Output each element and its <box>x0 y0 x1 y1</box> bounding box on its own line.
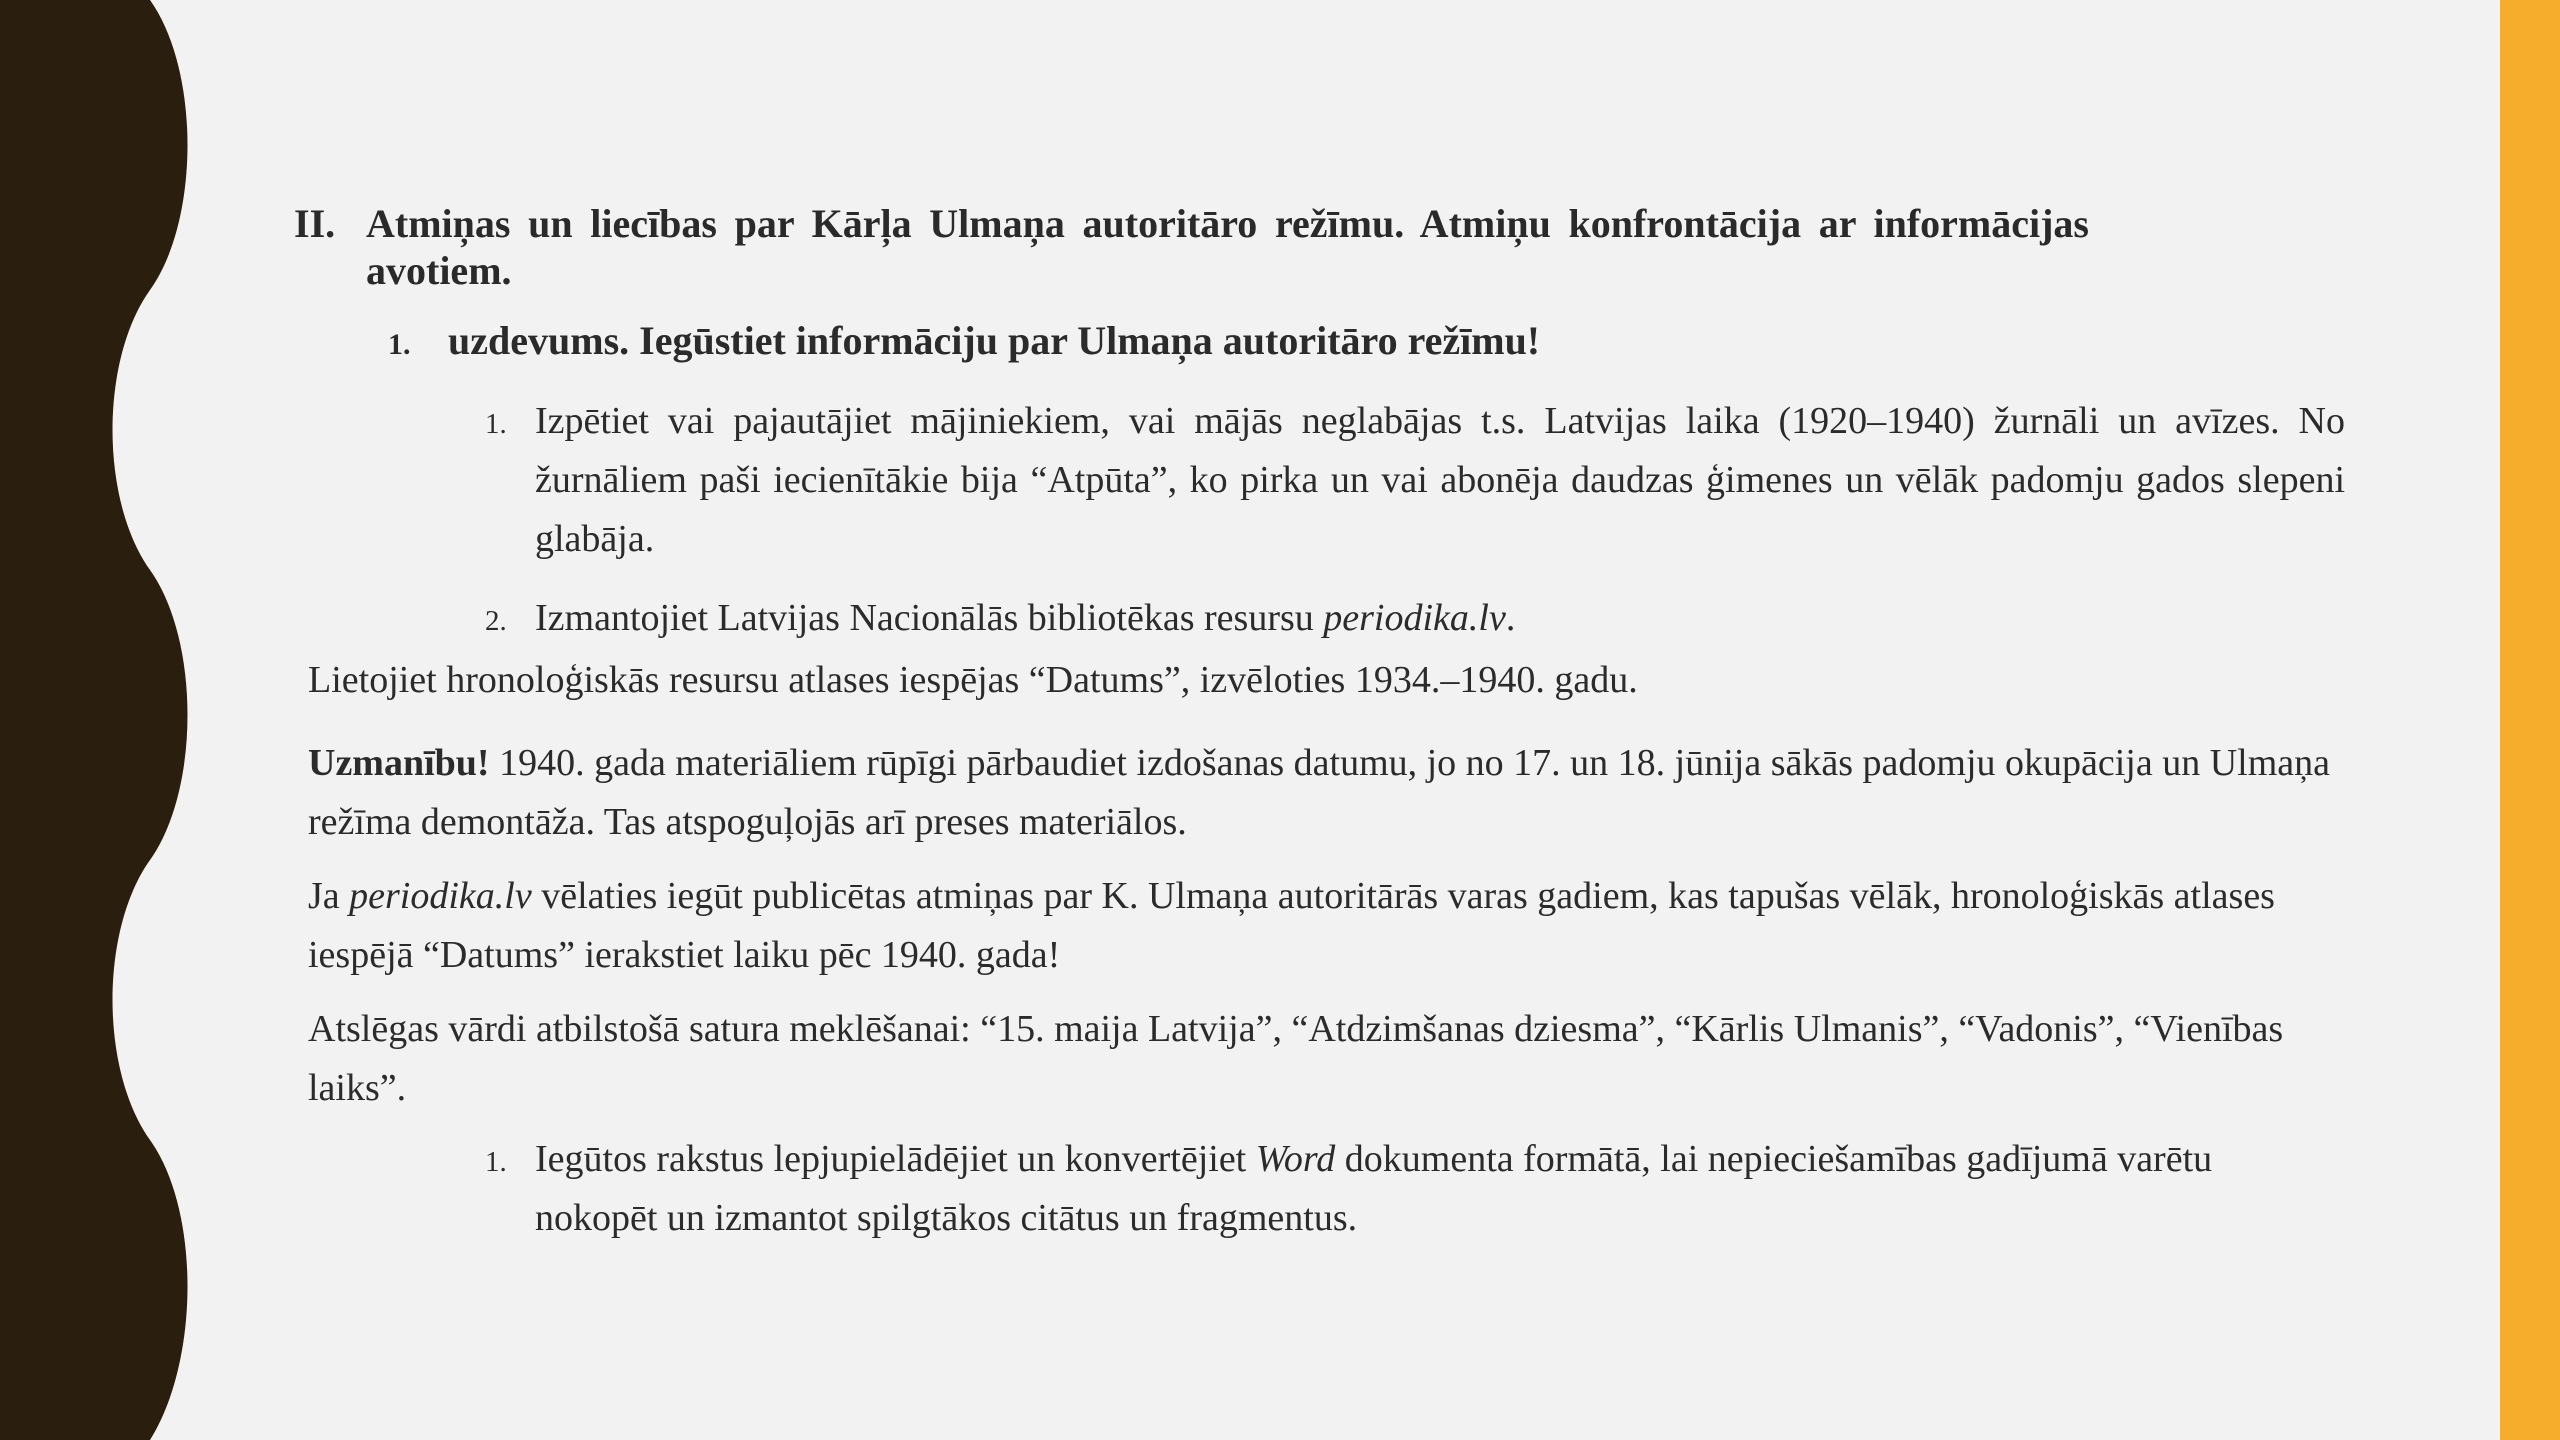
paragraph-part: Ja <box>308 875 350 917</box>
task-number: 1. <box>388 328 411 361</box>
warning-label: Uzmanību! <box>308 742 490 784</box>
step-number: 1. <box>485 408 507 440</box>
task-heading <box>388 316 2390 370</box>
slide-content <box>290 200 2390 1248</box>
keywords-paragraph: Atslēgas vārdi atbilstošā satura meklēšanai: “15. maija Latvija”, “Atdzimšanas dziesma”, “Kārlis Ulmanis”, “Vadonis”, “Vienības laiks”. <box>308 1008 2284 1109</box>
paragraph-italic: periodika.lv <box>349 875 532 917</box>
warning-text: 1940. gada materiāliem rūpīgi pārbaudiet izdošanas datumu, jo no 17. un 18. jūnija sākās padomju okupācija un Ulmaņa režīma demontāža. Tas atspoguļojās arī preses materiālos. <box>308 742 2331 843</box>
step-text-italic: periodika.lv <box>1323 597 1506 639</box>
task-title: uzdevums. Iegūstiet informāciju par Ulmaņa autoritāro režīmu! <box>448 318 1541 363</box>
later-memories-paragraph <box>308 867 2388 985</box>
step-text <box>535 589 2345 648</box>
step-item <box>485 589 2345 651</box>
section-title: Atmiņas un liecības par Kārļa Ulmaņa autoritāro režīmu. Atmiņu konfrontācija ar informācijas avotiem. <box>366 201 2089 293</box>
step-text: Izpētiet vai pajautājiet mājiniekiem, vai mājās neglabājas t.s. Latvijas laika (1920–1940) žurnāli un avīzes. No žurnāliem paši iecienītākie bija “Atpūta”, ko pirka un vai abonēja daudzas ģimenes un vēlāk padomju gados slepeni glabāja. <box>535 400 2345 560</box>
section-number: II. <box>294 201 336 246</box>
section-heading <box>294 200 2089 294</box>
final-step-item <box>485 1130 2295 1248</box>
chronology-paragraph: Lietojiet hronoloģiskās resursu atlases iespējas “Datums”, izvēloties 1934.–1940. gadu. <box>308 659 1638 701</box>
right-accent-stripe <box>2500 0 2560 1440</box>
step-text-part: . <box>1505 597 1516 639</box>
step-text-part: Izmantojiet Latvijas Nacionālās bibliotēkas resursu <box>535 597 1324 639</box>
final-step-part: dokumenta formātā, lai nepieciešamības gadījumā varētu nokopēt un izmantot spilgtākos citātus un fragmentus. <box>535 1138 2213 1239</box>
final-step-italic: Word <box>1255 1138 1336 1180</box>
warning-paragraph <box>308 734 2388 852</box>
paragraph-part: vēlaties iegūt publicētas atmiņas par K. Ulmaņa autoritārās varas gadiem, kas tapušas vēlāk, hronoloģiskās atlases iespējā “Datums” ierakstiet laiku pēc 1940. gada! <box>308 875 2275 976</box>
final-step-number: 1. <box>485 1146 507 1178</box>
left-wavy-band <box>0 0 200 1440</box>
final-step-part: Iegūtos rakstus lepjupielādējiet un konvertējiet <box>535 1138 1256 1180</box>
step-number: 2. <box>485 605 507 637</box>
step-item <box>485 392 2345 569</box>
final-step-text <box>535 1130 2295 1248</box>
